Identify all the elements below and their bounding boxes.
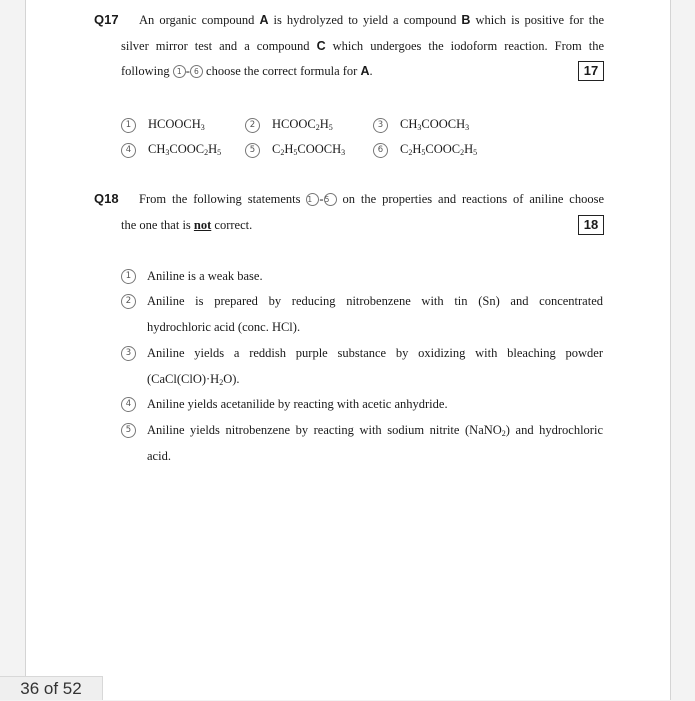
statement-text-line-1: Aniline is prepared by reducing nitrobenzene with tin (Sn) and concentrated	[147, 294, 603, 308]
q17-option-5: 5 $C_2H_5COOCH_3$	[245, 141, 345, 158]
document-page	[25, 0, 671, 700]
q17-option-2: 2 $HCOOC_2H_5$	[245, 116, 333, 133]
answer-box-18: 18	[578, 215, 604, 235]
statement-number: 4	[121, 397, 136, 412]
option-number: 3	[373, 118, 388, 133]
q18-text-line-2: the one that is not correct.	[121, 218, 253, 232]
option-number: 5	[245, 143, 260, 158]
statement-number: 5	[121, 423, 136, 438]
statement-text-line-2: $(CaCl(ClO)\cdot H_2O)$.	[147, 372, 240, 387]
circled-number-5: 5	[324, 193, 337, 206]
option-number: 6	[373, 143, 388, 158]
circled-number-1: 1	[306, 193, 319, 206]
q17-option-3: 3 $CH_3COOCH_3$	[373, 116, 469, 133]
statement-number: 2	[121, 294, 136, 309]
statement-text-line-2: hydrochloric acid (conc. HCl).	[147, 320, 301, 334]
option-number: 1	[121, 118, 136, 133]
answer-box-17: 17	[578, 61, 604, 81]
statement-number: 3	[121, 346, 136, 361]
q18-text-line-1: From the following statements 1 -5 on the properties and reactions of aniline choose	[139, 192, 605, 206]
question-18-label: Q18	[94, 191, 119, 206]
q18-statement-3	[121, 345, 603, 389]
q17-option-6: 6 $C_2H_5COOC_2H_5$	[373, 141, 477, 158]
q18-statement-4	[121, 396, 603, 414]
statement-text-line-2: acid.	[147, 449, 171, 463]
q17-option-4: 4 $CH_3COOC_2H_5$	[121, 141, 221, 158]
statement-text-line-1: Aniline yields nitrobenzene by reacting with sodium nitrite (NaNO$_2$) and hydrochloric	[147, 423, 603, 438]
circled-number-1: 1	[173, 65, 186, 78]
circled-number-6: 6	[190, 65, 203, 78]
question-17-label: Q17	[94, 12, 119, 27]
q17-option-1: 1 $HCOOCH_3$	[121, 116, 205, 133]
statement-text-line-1: Aniline yields a reddish purple substance by oxidizing with bleaching powder	[147, 346, 603, 360]
q18-statement-1	[121, 268, 603, 286]
q17-text-line-1: An organic compound A is hydrolyzed to yield a compound B which is positive for the	[139, 13, 604, 27]
option-number: 4	[121, 143, 136, 158]
q17-text-line-3: following 1 - 6 choose the correct formula for A.	[121, 64, 373, 78]
statement-text: Aniline is a weak base.	[147, 269, 263, 283]
q18-statement-5	[121, 422, 603, 466]
page-counter: 36 of 52	[0, 676, 103, 700]
option-number: 2	[245, 118, 260, 133]
statement-text: Aniline yields acetanilide by reacting with acetic anhydride.	[147, 397, 448, 411]
q17-text-line-2: silver mirror test and a compound C which undergoes the iodoform reaction. From the	[121, 39, 604, 53]
emphasis-not: not	[193, 218, 212, 232]
q18-statement-2	[121, 293, 603, 337]
statement-number: 1	[121, 269, 136, 284]
